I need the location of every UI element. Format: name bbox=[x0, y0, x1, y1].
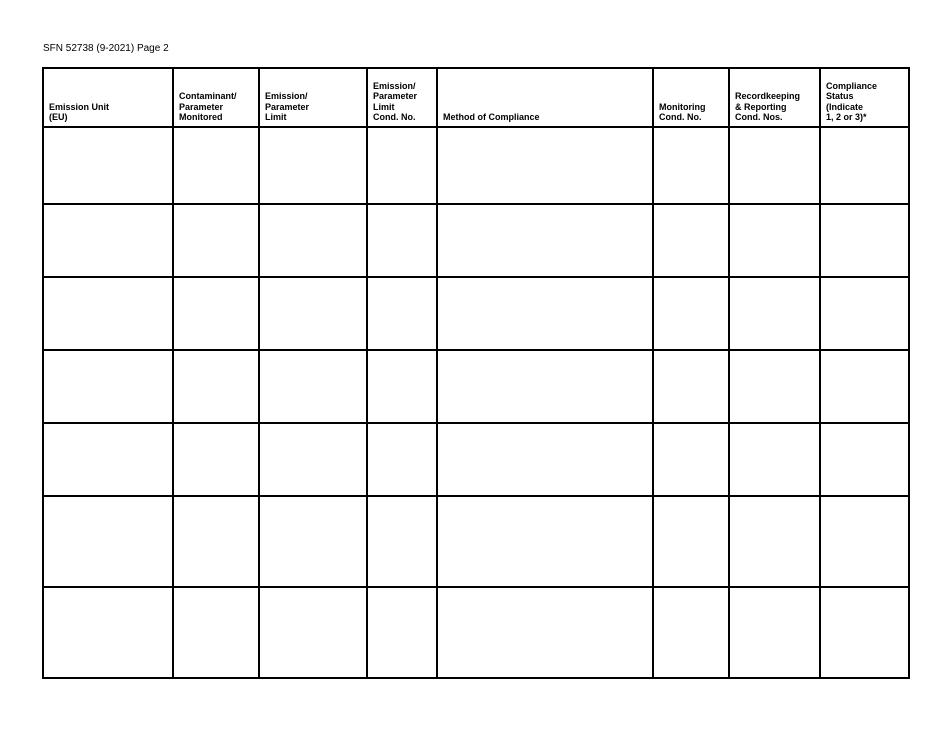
limit-cond-no-cell[interactable] bbox=[367, 496, 437, 587]
emission-limit-cell[interactable] bbox=[259, 127, 367, 204]
compliance-status-cell[interactable] bbox=[820, 496, 909, 587]
header-monitoring-cond-no bbox=[653, 68, 729, 127]
emission-limit-cell[interactable] bbox=[259, 423, 367, 496]
monitoring-cond-no-cell[interactable] bbox=[653, 350, 729, 423]
limit-cond-no-cell[interactable] bbox=[367, 127, 437, 204]
emission-unit-cell[interactable] bbox=[43, 350, 173, 423]
compliance-status-cell[interactable] bbox=[820, 277, 909, 350]
contaminant-parameter-cell[interactable] bbox=[173, 587, 259, 678]
emission-limit-cell[interactable] bbox=[259, 277, 367, 350]
emission-limit-cell[interactable] bbox=[259, 587, 367, 678]
method-of-compliance-cell[interactable] bbox=[437, 204, 653, 277]
table-row bbox=[43, 587, 909, 678]
table-row bbox=[43, 127, 909, 204]
compliance-status-cell[interactable] bbox=[820, 423, 909, 496]
monitoring-cond-no-cell[interactable] bbox=[653, 496, 729, 587]
monitoring-cond-no-cell[interactable] bbox=[653, 277, 729, 350]
header-limit-cond-no-label: Emission/ Parameter Limit Cond. No. bbox=[373, 80, 418, 123]
table-row bbox=[43, 204, 909, 277]
contaminant-parameter-cell[interactable] bbox=[173, 423, 259, 496]
table-row bbox=[43, 350, 909, 423]
compliance-status-cell[interactable] bbox=[820, 587, 909, 678]
header-limit-cond-no bbox=[367, 68, 437, 127]
limit-cond-no-cell[interactable] bbox=[367, 350, 437, 423]
limit-cond-no-cell[interactable] bbox=[367, 277, 437, 350]
contaminant-parameter-cell[interactable] bbox=[173, 204, 259, 277]
form-id-line: SFN 52738 (9-2021) Page 2 bbox=[43, 43, 169, 54]
method-of-compliance-cell[interactable] bbox=[437, 127, 653, 204]
header-compliance-status bbox=[820, 68, 909, 127]
contaminant-parameter-cell[interactable] bbox=[173, 127, 259, 204]
limit-cond-no-cell[interactable] bbox=[367, 423, 437, 496]
header-monitoring-cond-no-label: Monitoring Cond. No. bbox=[659, 101, 706, 123]
compliance-status-cell[interactable] bbox=[820, 204, 909, 277]
emission-unit-cell[interactable] bbox=[43, 127, 173, 204]
limit-cond-no-cell[interactable] bbox=[367, 587, 437, 678]
method-of-compliance-cell[interactable] bbox=[437, 587, 653, 678]
emission-unit-cell[interactable] bbox=[43, 587, 173, 678]
header-emission-limit bbox=[259, 68, 367, 127]
table-row bbox=[43, 423, 909, 496]
compliance-status-cell[interactable] bbox=[820, 127, 909, 204]
table-body bbox=[43, 127, 909, 678]
contaminant-parameter-cell[interactable] bbox=[173, 350, 259, 423]
emission-unit-cell[interactable] bbox=[43, 204, 173, 277]
recordkeeping-reporting-cell[interactable] bbox=[729, 496, 820, 587]
recordkeeping-reporting-cell[interactable] bbox=[729, 204, 820, 277]
method-of-compliance-cell[interactable] bbox=[437, 350, 653, 423]
header-method-of-compliance bbox=[437, 68, 653, 127]
table-row bbox=[43, 496, 909, 587]
recordkeeping-reporting-cell[interactable] bbox=[729, 587, 820, 678]
compliance-table bbox=[42, 67, 910, 679]
contaminant-parameter-cell[interactable] bbox=[173, 496, 259, 587]
header-emission-unit bbox=[43, 68, 173, 127]
monitoring-cond-no-cell[interactable] bbox=[653, 127, 729, 204]
table-row bbox=[43, 277, 909, 350]
emission-unit-cell[interactable] bbox=[43, 277, 173, 350]
emission-limit-cell[interactable] bbox=[259, 204, 367, 277]
header-recordkeeping-reporting-label: Recordkeeping & Reporting Cond. Nos. bbox=[735, 91, 801, 123]
monitoring-cond-no-cell[interactable] bbox=[653, 587, 729, 678]
emission-limit-cell[interactable] bbox=[259, 350, 367, 423]
header-emission-limit-label: Emission/ Parameter Limit bbox=[265, 91, 310, 123]
emission-limit-cell[interactable] bbox=[259, 496, 367, 587]
header-method-of-compliance-label: Method of Compliance bbox=[443, 112, 540, 123]
monitoring-cond-no-cell[interactable] bbox=[653, 204, 729, 277]
emission-unit-cell[interactable] bbox=[43, 496, 173, 587]
method-of-compliance-cell[interactable] bbox=[437, 496, 653, 587]
header-compliance-status-label: Compliance Status (Indicate 1, 2 or 3)* bbox=[826, 80, 878, 123]
recordkeeping-reporting-cell[interactable] bbox=[729, 127, 820, 204]
recordkeeping-reporting-cell[interactable] bbox=[729, 350, 820, 423]
contaminant-parameter-cell[interactable] bbox=[173, 277, 259, 350]
monitoring-cond-no-cell[interactable] bbox=[653, 423, 729, 496]
header-contaminant-parameter-label: Contaminant/ Parameter Monitored bbox=[179, 91, 237, 123]
limit-cond-no-cell[interactable] bbox=[367, 204, 437, 277]
header-recordkeeping-reporting bbox=[729, 68, 820, 127]
recordkeeping-reporting-cell[interactable] bbox=[729, 423, 820, 496]
compliance-status-cell[interactable] bbox=[820, 350, 909, 423]
emission-unit-cell[interactable] bbox=[43, 423, 173, 496]
method-of-compliance-cell[interactable] bbox=[437, 277, 653, 350]
recordkeeping-reporting-cell[interactable] bbox=[729, 277, 820, 350]
header-contaminant-parameter bbox=[173, 68, 259, 127]
method-of-compliance-cell[interactable] bbox=[437, 423, 653, 496]
header-row bbox=[43, 68, 909, 127]
header-emission-unit-label: Emission Unit (EU) bbox=[49, 101, 110, 123]
